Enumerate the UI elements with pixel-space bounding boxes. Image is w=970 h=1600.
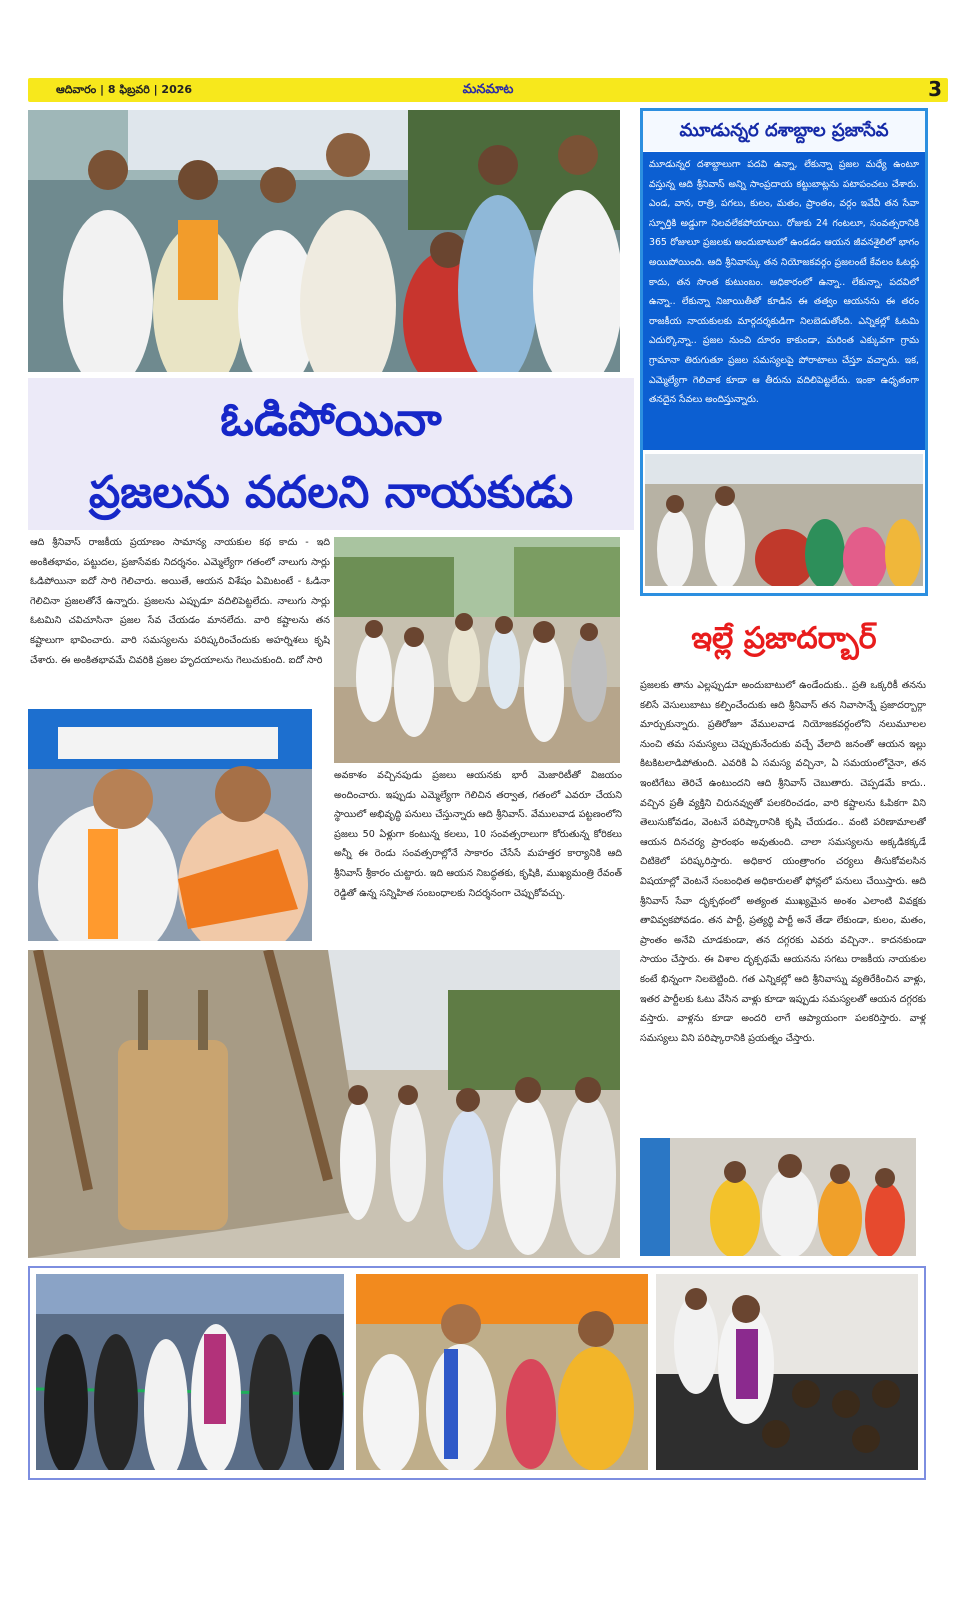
sidebar-box — [643, 152, 925, 450]
article-left-text: ఆది శ్రీనివాస్ రాజకీయ ప్రయాణం సామాన్య నాయకుల కథ కాదు - ఇది అంకితభావం, పట్టుదల, ప్రజాసేవకు నిదర్శనం. ఎమ్మెల్యేగా గతంలో నాలుగు సార్లు ఓడిపోయినా ఐదో సారి గెలిచారు. అయితే, ఆయన విశేషం ఏమిటంటే - ఓడినా గెలిచినా ప్రజలతోనే ఉన్నారు. ప్రజలను ఎప్పుడూ వదిలిపెట్టలేదు. నాలుగు సార్లు ఓటమిని చవిచూసినా ప్రజల సేవ చేయడం మానలేదు. వారి కష్టాలను తన కష్టాలుగా భావించారు. వారి సమస్యలను పరిష్కరించేందుకు అహర్నిశలు కృషి చేశారు. ఈ అంకితభావమే చివరికి ప్రజల హృదయాలను గెలుచుకుంది. ఐదో సారి — [30, 537, 330, 666]
children-greeting-photo — [656, 1274, 918, 1470]
page-header — [28, 78, 948, 102]
shawl-felicitation-photo — [28, 709, 312, 941]
headline-line-2: ప్రజలను వదలని నాయకుడు — [88, 467, 574, 518]
issue-date: ఆదివారం | 8 ఫిబ్రవరి | 2026 — [56, 83, 193, 96]
page-number: 3 — [928, 77, 942, 101]
newspaper-brand: మనమాట — [462, 82, 514, 97]
sidebar-text: మూడున్నర దశాబ్దాలుగా పదవి ఉన్నా, లేకున్నా ప్రజల మధ్యే ఉంటూ వస్తున్న ఆది శ్రీనివాస్ అన్ని సాంప్రదాయ కట్టుబాట్లను పటాపంచలు చేశారు. ఎండ, వాన, రాత్రి, పగలు, కులం, మతం, ప్రాంతం, వర్గం ఇవేవీ తన సేవా స్ఫూర్తికి అడ్డుగా నిలవలేకపోయాయి. రోజుకు 24 గంటలూ, సంవత్సరానికి 365 రోజులూ ప్రజలకు అందుబాటులో ఉండడం ఆయన జీవనశైలిలో భాగం అయిపోయింది. ఆది శ్రీనివాస్కు తన నియోజకవర్గం ప్రజలంటే కేవలం ఓటర్లు కాదు, తన సొంత కుటుంబం. అధికారంలో ఉన్నా.. లేకున్నా, పదవిలో ఉన్నా.. లేకున్నా నిజాయితీతో కూడిన ఈ తత్వం ఆయనను ఈ తరం రాజకీయ నాయకులకు మార్గదర్శకుడిగా నిలబెడుతోంది. ఎన్నికల్లో ఓటమి ఎదుర్కొన్నా.. ప్రజల నుంచి దూరం కాకుండా, మరింత ఎక్కువగా గ్రామ గ్రామానా తిరుగుతూ ప్రజల సమస్యలపై పోరాటాలు చేస్తూ వచ్చారు. ఇక, ఎమ్మెల్యేగా గెలిచాక కూడా ఆ తీరును వదిలిపెట్టలేదు. ఇంకా ఉధృతంగా తనదైన సేవలు అందిస్తున్నారు. — [649, 159, 919, 406]
construction-site-photo — [28, 950, 620, 1258]
sidebar-title: మూడున్నర దశాబ్దాల ప్రజాసేవ — [643, 111, 925, 151]
darbar-photo — [640, 1138, 916, 1256]
darbar-title: ఇల్లే ప్రజాదర్బార్ — [691, 621, 877, 656]
darbar-text: ప్రజలకు తాను ఎల్లప్పుడూ అందుబాటులో ఉండేందుకు.. ప్రతి ఒక్కరికీ తనను కలిసే వెసులుబాటు కల్పించేందుకు ఆది శ్రీనివాస్ తన నివాసాన్నే ప్రజాదర్బార్గా మార్చుకున్నారు. ప్రతిరోజూ వేములవాడ నియోజకవర్గంలోని నలుమూలల నుంచి తమ సమస్యలు చెప్పుకునేందుకు వచ్చే వేలాది జనంతో ఆయన ఇల్లు కిటకిటలాడిపోతుంది. ఎవరికి ఏ సమస్య వచ్చినా, ఏ సమయంలోనైనా, తన ఇంటిగేటు తెరిచే ఉంటుందని ఆది శ్రీనివాస్ చెబుతారు. చెప్పడమే కాదు.. వచ్చిన ప్రతీ వ్యక్తిని చిరునవ్వుతో పలకరించడం, వారి కష్టాలను ఓపికగా విని తెలుసుకోవడం, వెంటనే పరిష్కారానికి కృషి చేయడం.. వంటి పరిణామాలతో ఆయన దినచర్య ప్రారంభం అవుతుంది. చాలా సమస్యలను అక్కడికక్కడే చిటికెలో పరిష్కరిస్తారు. అధికార యంత్రాంగం చర్యలు తీసుకోవలసిన విషయాల్లో వెంటనే సంబంధిత అధికారులతో ఫోన్లలో పనులు చేయిస్తారు. ఆది శ్రీనివాస్ సేవా దృక్పథంలో అత్యంత ముఖ్యమైన అంశం ఎలాంటి వివక్షకు తావివ్వకపోవడం. తన పార్టీ, ప్రత్యర్థి పార్టీ అనే తేడా లేకుండా, కులం, మతం, ప్రాంతం అనేవి చూడకుండా, తన దగ్గరకు ఎవరు వచ్చినా.. కాదనకుండా సాయం చేస్తారు. ఈ విశాల దృక్పథమే ఆయనను సగటు రాజకీయ నాయకుల కంటే భిన్నంగా నిలబెట్టింది. గత ఎన్నికల్లో ఆది శ్రీనివాస్ను వ్యతిరేకించిన వాళ్లు, ఇతర పార్టీలకు ఓటు వేసిన వాళ్లు కూడా ఇప్పుడు సమస్యలతో ఆయన దగ్గరకు వస్తారు. వాళ్లను కూడా అందరి లాగే ఆప్యాయంగా పలకరిస్తారు. వాళ్ల సమస్యలు విని పరిష్కారానికి ప్రయత్నం చేస్తారు. — [640, 680, 926, 1044]
headline-line-1: ఓడిపోయినా — [220, 392, 442, 446]
headline-box — [28, 378, 634, 530]
top-group-photo — [28, 110, 620, 372]
inspection-walk-photo — [334, 537, 620, 763]
sidebar-crowd-photo — [645, 454, 923, 586]
article-middle-text: అవకాశం వచ్చినపుడు ప్రజలు ఆయనకు భారీ మెజారిటీతో విజయం అందించారు. ఇప్పుడు ఎమ్మెల్యేగా గెలిచిన తర్వాత, గతంలో ఎవరూ చేయని స్థాయిలో అభివృద్ధి పనులు చేస్తున్నారు ఆది శ్రీనివాస్. వేములవాడ పట్టణంలోని ప్రజలు 50 ఏళ్లుగా కంటున్న కలలు, 10 సంవత్సరాలుగా కోరుతున్న కోరికలు అన్నీ ఈ రెండు సంవత్సరాల్లోనే సాకారం చేసేసే మహత్తర కార్యానికి ఆది శ్రీనివాస్ శ్రీకారం చుట్టారు. ఇది ఆయన నిబద్ధతకు, కృషికి, ముఖ్యమంత్రి రేవంత్ రెడ్డితో ఉన్న సన్నిహిత సంబంధాలకు నిదర్శనంగా చెప్పుకోవచ్చు. — [334, 770, 622, 899]
handshake-photo — [356, 1274, 648, 1470]
ribbon-cutting-photo — [36, 1274, 344, 1470]
